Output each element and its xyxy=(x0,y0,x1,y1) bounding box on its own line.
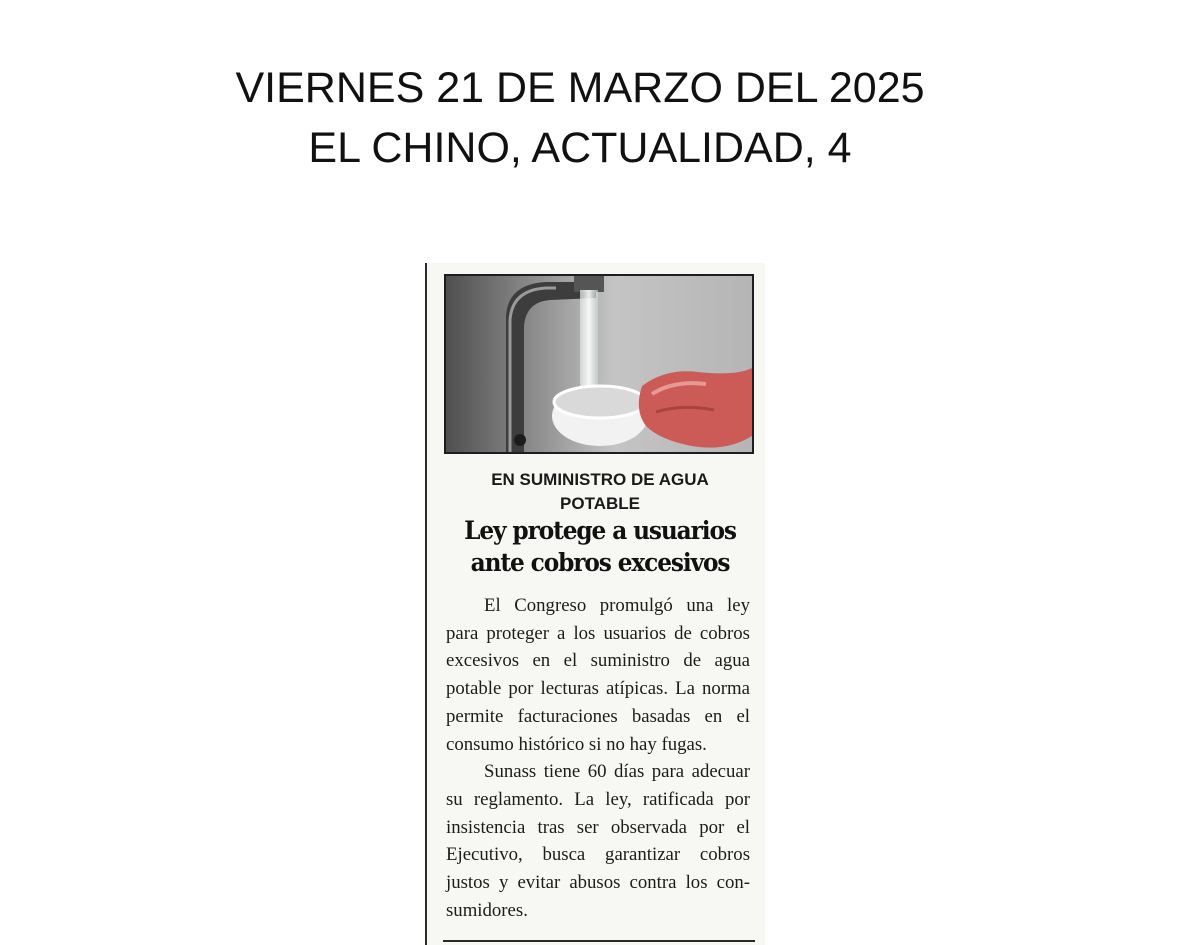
clipping-header xyxy=(0,58,1160,178)
water-tap-glass-photo-icon xyxy=(446,276,752,452)
publication-date: VIERNES 21 DE MARZO DEL 2025 xyxy=(235,64,925,112)
newspaper-clipping xyxy=(425,263,765,945)
bottom-rule xyxy=(443,940,755,942)
article-paragraph: El Congreso promulgó una ley para proteger a los usuarios de cobros excesivos en el suministro de agua potable por lecturas atípicas. La norma permite facturaciones basadas en el consumo histórico si no hay fugas. xyxy=(446,595,750,755)
article-body xyxy=(446,592,750,924)
column-rule xyxy=(425,263,427,945)
publication-source: EL CHINO, ACTUALIDAD, 4 xyxy=(308,124,852,172)
article-headline: Ley protege a usuarios ante cobros excesivos xyxy=(464,516,736,577)
article-photo xyxy=(444,274,754,454)
article-kicker: EN SUMINISTRO DE AGUA POTABLE xyxy=(491,470,709,513)
article-paragraph: Sunass tiene 60 días para adecuar su reglamento. La ley, ratificada por insistencia tras ser observada por el Ejecutivo, busca garantizar cobros justos y evitar abusos contra los con-sumidores. xyxy=(446,761,750,921)
